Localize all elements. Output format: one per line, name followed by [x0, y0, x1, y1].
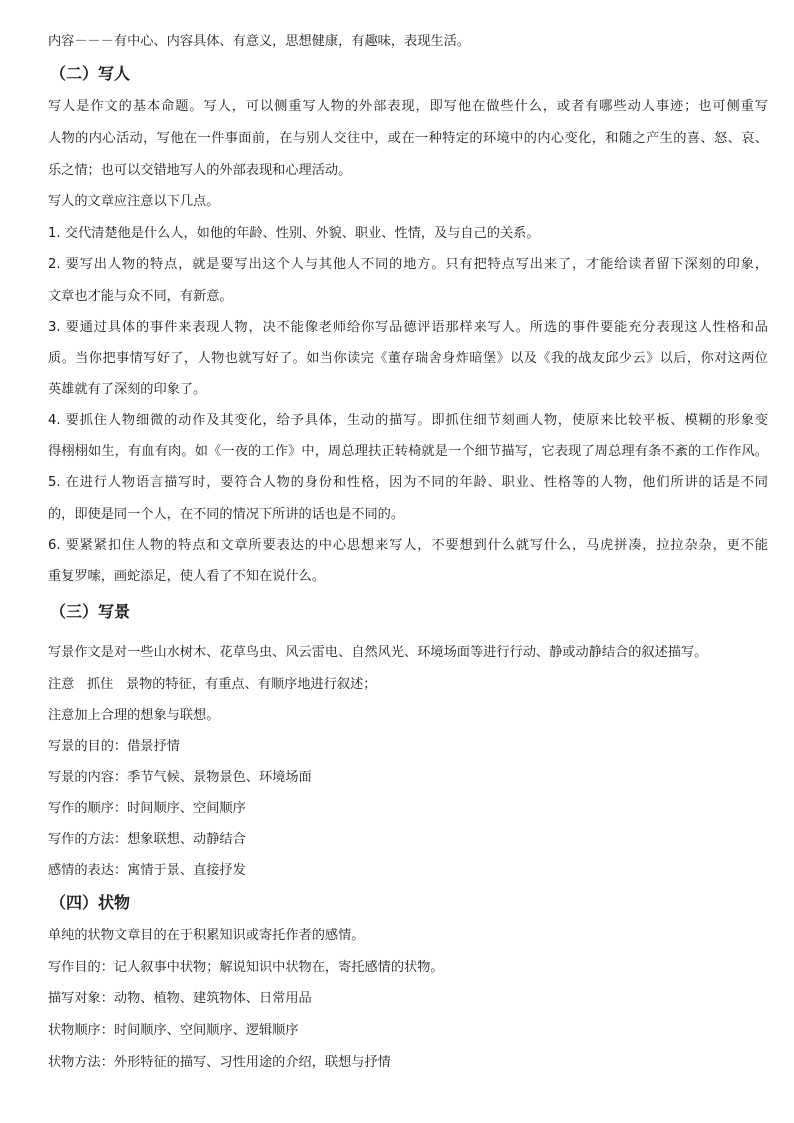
- section-title: 状物: [98, 893, 131, 912]
- list-item: 2. 要写出人物的特点，就是要写出这个人与其他人不同的地方。只有把特点写出来了，才能给读者留下深刻的印象，: [48, 257, 768, 272]
- paragraph-line: 状物方法：外形特征的描写、习性用途的介绍，联想与抒情: [48, 1055, 391, 1070]
- list-item: 4. 要抓住人物细微的动作及其变化，给予具体，生动的描写。即抓住细节刻画人物，使原来比较平板、模糊的形象变: [48, 413, 768, 428]
- section-marker: （四）: [50, 893, 99, 912]
- list-item-cont: 得栩栩如生，有血有肉。如《一夜的工作》中，周总理扶正转椅就是一个细节描写，它表现了周总理有条不紊的工作作风。: [48, 444, 768, 459]
- section-title: 写人: [98, 64, 131, 83]
- list-item-cont: 文章也才能与众不同，有新意。: [48, 289, 233, 304]
- paragraph-line: 注意 抓住 景物的特征，有重点、有顺序地进行叙述；: [48, 677, 377, 692]
- section-marker: （三）: [50, 602, 99, 621]
- list-item-cont: 英雄就有了深刻的印象了。: [48, 382, 207, 397]
- paragraph-line: 写景的内容：季节气候、景物景色、环境场面: [48, 770, 312, 785]
- section-heading-3: [50, 602, 130, 622]
- list-item: 6. 要紧紧扣住人物的特点和文章所要表达的中心思想来写人，不要想到什么就写什么，马虎拼凑，拉拉杂杂，更不能: [48, 538, 768, 553]
- paragraph-line: 乐之情；也可以交错地写人的外部表现和心理活动。: [48, 163, 352, 178]
- paragraph-line: 注意加上合理的想象与联想。: [48, 708, 220, 723]
- lead-line: 写人的文章应注意以下几点。: [48, 194, 220, 209]
- paragraph-line: 写人是作文的基本命题。写人，可以侧重写人物的外部表现，即写他在做些什么，或者有哪些动人事迹；也可侧重写: [48, 99, 768, 114]
- paragraph-line: 写作的顺序：时间顺序、空间顺序: [48, 801, 246, 816]
- paragraph-line: 状物顺序：时间顺序、空间顺序、逻辑顺序: [48, 1023, 299, 1038]
- paragraph-line: 单纯的状物文章目的在于积累知识或寄托作者的感情。: [48, 928, 365, 943]
- list-item-cont: 质。当你把事情写好了，人物也就写好了。如当你读完《董存瑞舍身炸暗堡》以及《我的战友邱少云》以后，你对这两位: [48, 351, 768, 366]
- list-item-cont: 重复罗嗦，画蛇添足，使人看了不知在说什么。: [48, 569, 325, 584]
- list-item-cont: 的，即使是同一个人，在不同的情况下所讲的话也是不同的。: [48, 507, 405, 522]
- section-title: 写景: [98, 602, 131, 621]
- section-heading-4: [50, 893, 130, 913]
- section-heading-2: [50, 64, 130, 84]
- section-marker: （二）: [50, 64, 99, 83]
- paragraph-line: 写作的方法：想象联想、动静结合: [48, 832, 246, 847]
- list-item: 3. 要通过具体的事件来表现人物，决不能像老师给你写品德评语那样来写人。所选的事件要能充分表现这人性格和品: [48, 320, 768, 335]
- list-item: 5. 在进行人物语言描写时，要符合人物的身份和性格，因为不同的年龄、职业、性格等的人物，他们所讲的话是不同: [48, 475, 768, 490]
- paragraph-line: 写作目的：记人叙事中状物；解说知识中状物在，寄托感情的状物。: [48, 960, 444, 975]
- paragraph-line: 感情的表达：寓情于景、直接抒发: [48, 863, 246, 878]
- paragraph-line: 人物的内心活动，写他在一件事面前，在与别人交往中，或在一种特定的环境中的内心变化，和随之产生的喜、怒、哀、: [48, 131, 768, 146]
- intro-line: 内容－－－有中心、内容具体、有意义，思想健康，有趣味，表现生活。: [48, 34, 470, 49]
- paragraph-line: 描写对象：动物、植物、建筑物体、日常用品: [48, 991, 312, 1006]
- paragraph-line: 写景作文是对一些山水树木、花草鸟虫、风云雷电、自然风光、环境场面等进行行动、静或动静结合的叙述描写。: [48, 645, 708, 660]
- paragraph-line: 写景的目的：借景抒情: [48, 739, 180, 754]
- list-item: 1. 交代清楚他是什么人，如他的年龄、性别、外貌、职业、性情，及与自己的关系。: [48, 226, 540, 241]
